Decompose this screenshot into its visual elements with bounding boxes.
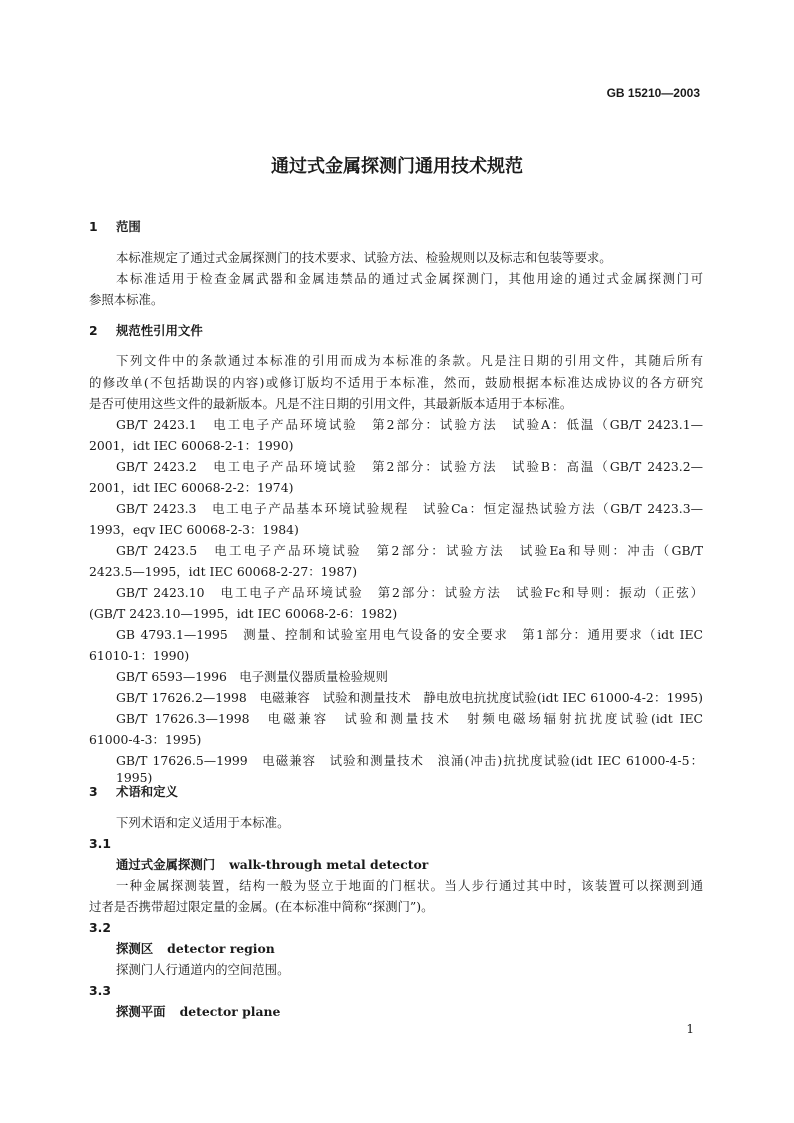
reference-item-cont: (GB/T 2423.10—1995，idt IEC 60068-2-6：1982) xyxy=(89,606,398,621)
paragraph: 参照本标准。 xyxy=(89,292,164,307)
clause-number: 3.1 xyxy=(89,836,111,851)
paragraph: 是否可使用这些文件的最新版本。凡是不注日期的引用文件，其最新版本适用于本标准。 xyxy=(89,396,573,411)
reference-item-cont: 2423.5—1995，idt IEC 60068-2-27：1987) xyxy=(89,564,358,579)
paragraph: 本标准适用于检查金属武器和金属违禁品的通过式金属探测门，其他用途的通过式金属探测门可 xyxy=(116,271,703,286)
paragraph: 本标准规定了通过式金属探测门的技术要求、试验方法、检验规则以及标志和包装等要求。 xyxy=(116,250,612,265)
section-number: 2 xyxy=(89,323,98,338)
section-1-heading xyxy=(89,218,141,235)
term-entry xyxy=(116,856,428,873)
term-chinese: 通过式金属探测门 xyxy=(116,857,216,872)
reference-item: GB/T 17626.2—1998 电磁兼容 试验和测量技术 静电放电抗扰度试验(idt IEC 61000-4-2：1995) xyxy=(116,690,703,705)
reference-item: GB/T 17626.3—1998 电磁兼容 试验和测量技术 射频电磁场辐射抗扰度试验(idt IEC xyxy=(116,711,703,726)
paragraph: 下列文件中的条款通过本标准的引用而成为本标准的条款。凡是注日期的引用文件，其随后所有 xyxy=(116,353,703,368)
section-number: 3 xyxy=(89,784,98,799)
clause-number: 3.3 xyxy=(89,983,111,998)
reference-item-cont: 1993，eqv IEC 60068-2-3：1984) xyxy=(89,522,299,537)
reference-item: GB/T 2423.10 电工电子产品环境试验 第2部分：试验方法 试验Fc和导则：振动（正弦） xyxy=(116,585,703,600)
section-title: 范围 xyxy=(116,219,141,234)
section-2-heading xyxy=(89,322,203,339)
reference-item: GB/T 6593—1996 电子测量仪器质量检验规则 xyxy=(116,669,388,684)
reference-item-cont: 2001，idt IEC 60068-2-2：1974) xyxy=(89,480,294,495)
section-3-heading xyxy=(89,783,178,800)
section-number: 1 xyxy=(89,219,98,234)
term-english: walk-through metal detector xyxy=(229,857,429,872)
reference-item-cont: 61010-1：1990) xyxy=(89,648,190,663)
paragraph: 下列术语和定义适用于本标准。 xyxy=(116,815,290,830)
standard-number: GB 15210—2003 xyxy=(606,86,700,100)
paragraph: 的修改单(不包括勘误的内容)或修订版均不适用于本标准，然而，鼓励根据本标准达成协议的各方研究 xyxy=(89,375,703,390)
reference-item-cont: 2001，idt IEC 60068-2-1：1990) xyxy=(89,438,294,453)
term-english: detector region xyxy=(167,941,275,956)
document-title: 通过式金属探测门通用技术规范 xyxy=(271,156,523,177)
term-english: detector plane xyxy=(179,1004,281,1019)
reference-item: GB/T 2423.3 电工电子产品基本环境试验规程 试验Ca：恒定湿热试验方法（GB/T 2423.3— xyxy=(116,501,703,516)
term-entry xyxy=(116,940,275,957)
term-entry xyxy=(116,1003,280,1020)
section-title: 规范性引用文件 xyxy=(116,323,203,338)
clause-number: 3.2 xyxy=(89,920,111,935)
section-title: 术语和定义 xyxy=(116,784,178,799)
definition: 一种金属探测装置，结构一般为竖立于地面的门框状。当人步行通过其中时，该装置可以探测到通 xyxy=(116,878,703,893)
reference-item: GB 4793.1—1995 测量、控制和试验室用电气设备的安全要求 第1部分：通用要求（idt IEC xyxy=(116,627,703,642)
page-number: 1 xyxy=(686,1022,694,1036)
reference-item: GB/T 2423.5 电工电子产品环境试验 第2部分：试验方法 试验Ea和导则：冲击（GB/T xyxy=(116,543,703,558)
definition-cont: 过者是否携带超过限定量的金属。(在本标准中简称“探测门”)。 xyxy=(89,899,434,914)
term-chinese: 探测平面 xyxy=(116,1004,166,1019)
reference-item-cont: 61000-4-3：1995) xyxy=(89,732,202,747)
reference-item: GB/T 2423.2 电工电子产品环境试验 第2部分：试验方法 试验B：高温（GB/T 2423.2— xyxy=(116,459,703,474)
reference-item: GB/T 17626.5—1999 电磁兼容 试验和测量技术 浪涌(冲击)抗扰度试验(idt IEC 61000-4-5：1995) xyxy=(116,753,703,785)
term-chinese: 探测区 xyxy=(116,941,154,956)
reference-item: GB/T 2423.1 电工电子产品环境试验 第2部分：试验方法 试验A：低温（GB/T 2423.1— xyxy=(116,417,703,432)
definition: 探测门人行通道内的空间范围。 xyxy=(116,962,290,977)
